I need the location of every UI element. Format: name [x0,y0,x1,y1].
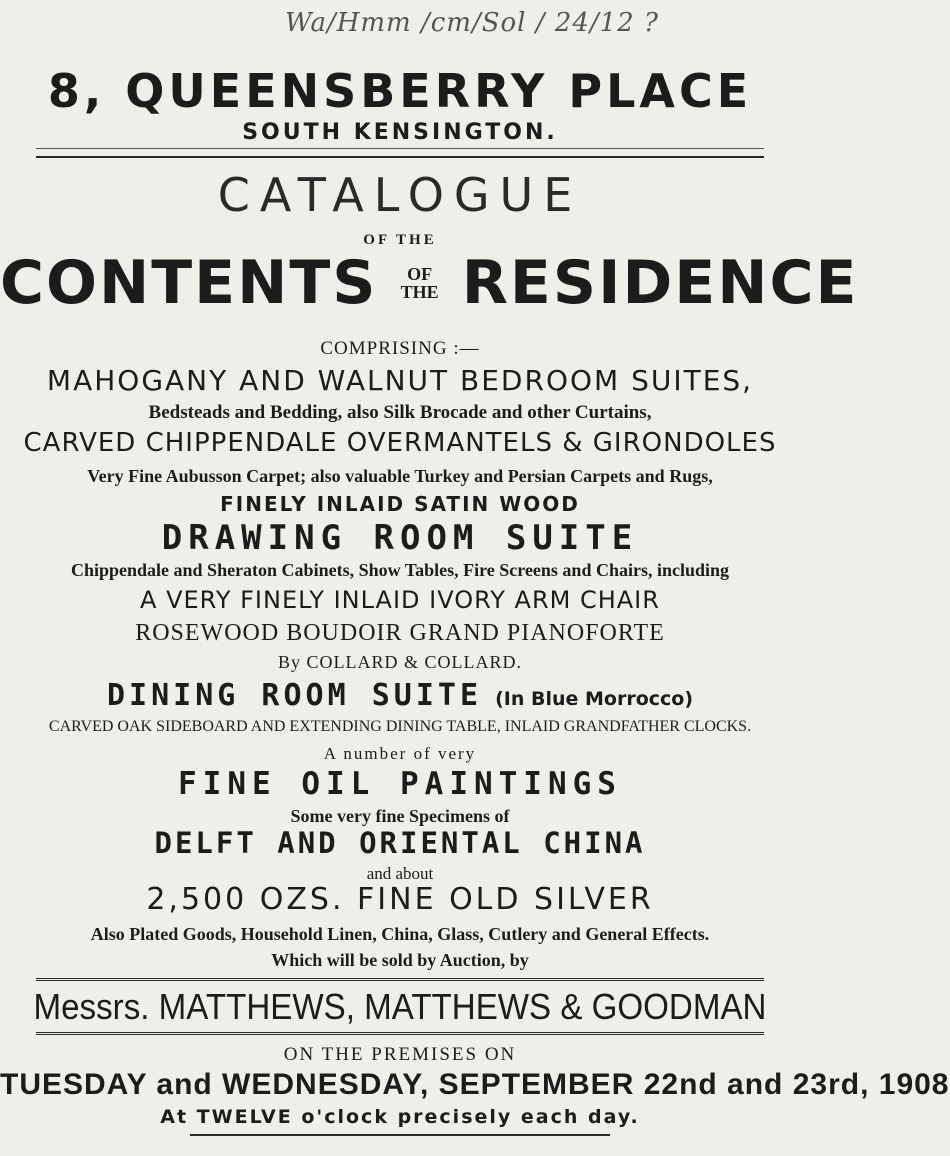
lot-and-about: and about [366,864,434,883]
lot-pianoforte: ROSEWOOD BOUDOIR GRAND PIANOFORTE [135,620,665,646]
district-heading: SOUTH KENSINGTON. [242,120,558,145]
lot-satin-wood: FINELY INLAID SATIN WOOD [220,492,580,516]
lot-sold-by-auction: Which will be sold by Auction, by [271,950,529,970]
contents-word: CONTENTS [0,248,378,318]
sale-dates: TUESDAY and WEDNESDAY, SEPTEMBER 22nd and 23rd, 1908 [0,1068,950,1101]
lot-cabinets: Chippendale and Sheraton Cabinets, Show Tables, Fire Screens and Chairs, including [71,560,729,580]
auctioneers-name: Messrs. MATTHEWS, MATTHEWS & GOODMAN [33,986,767,1027]
auctioneer-rule-top [36,978,764,981]
lot-bedsteads: Bedsteads and Bedding, also Silk Brocade and other Curtains, [148,402,652,423]
lot-number-of-very: A number of very [323,744,477,763]
top-rule-1 [36,148,764,149]
top-rule-2 [36,156,764,158]
address-heading: 8, QUEENSBERRY PLACE [47,64,753,118]
lot-oil-paintings: FINE OIL PAINTINGS [178,766,622,802]
of-the-line: OF THE [363,232,437,248]
of-small: OF [407,264,433,284]
catalogue-title: CATALOGUE [217,168,583,222]
contents-of-residence-line [0,248,859,318]
of-the-stack [401,265,439,301]
lot-plated-goods: Also Plated Goods, Household Linen, China, Glass, Cutlery and General Effects. [90,924,710,944]
lot-bedroom-suites: MAHOGANY AND WALNUT BEDROOM SUITES, [46,364,754,397]
auctioneer-rule-bottom [36,1032,764,1035]
lot-carpets: Very Fine Aubusson Carpet; also valuable Turkey and Persian Carpets and Rugs, [87,466,713,486]
handwritten-reference: Wa/Hmm /cm/Sol / 24/12 ? [285,8,659,38]
lot-delft-china: DELFT AND ORIENTAL CHINA [154,826,646,860]
lot-sideboard: CARVED OAK SIDEBOARD AND EXTENDING DINING TABLE, INLAID GRANDFATHER CLOCKS. [48,718,752,735]
sale-time: At TWELVE o'clock precisely each day. [160,1106,640,1128]
premises-line: ON THE PREMISES ON [283,1044,517,1065]
comprising-line: COMPRISING :— [320,338,480,359]
lot-specimens: Some very fine Specimens of [290,806,510,826]
lot-dining-room-line [0,678,800,713]
lot-blue-morrocco: (In Blue Morrocco) [495,688,694,710]
lot-overmantels: CARVED CHIPPENDALE OVERMANTELS & GIRONDOLES [23,428,777,458]
lot-dining-room-suite: DINING ROOM SUITE [106,678,482,713]
residence-word: RESIDENCE [461,248,859,318]
lot-old-silver: 2,500 OZS. FINE OLD SILVER [146,882,654,917]
the-small: THE [400,282,439,302]
lot-drawing-room-suite: DRAWING ROOM SUITE [161,518,639,558]
lot-ivory-chair: A VERY FINELY INLAID IVORY ARM CHAIR [140,586,660,614]
lot-collard: By COLLARD & COLLARD. [277,652,522,672]
time-rule [190,1134,610,1136]
